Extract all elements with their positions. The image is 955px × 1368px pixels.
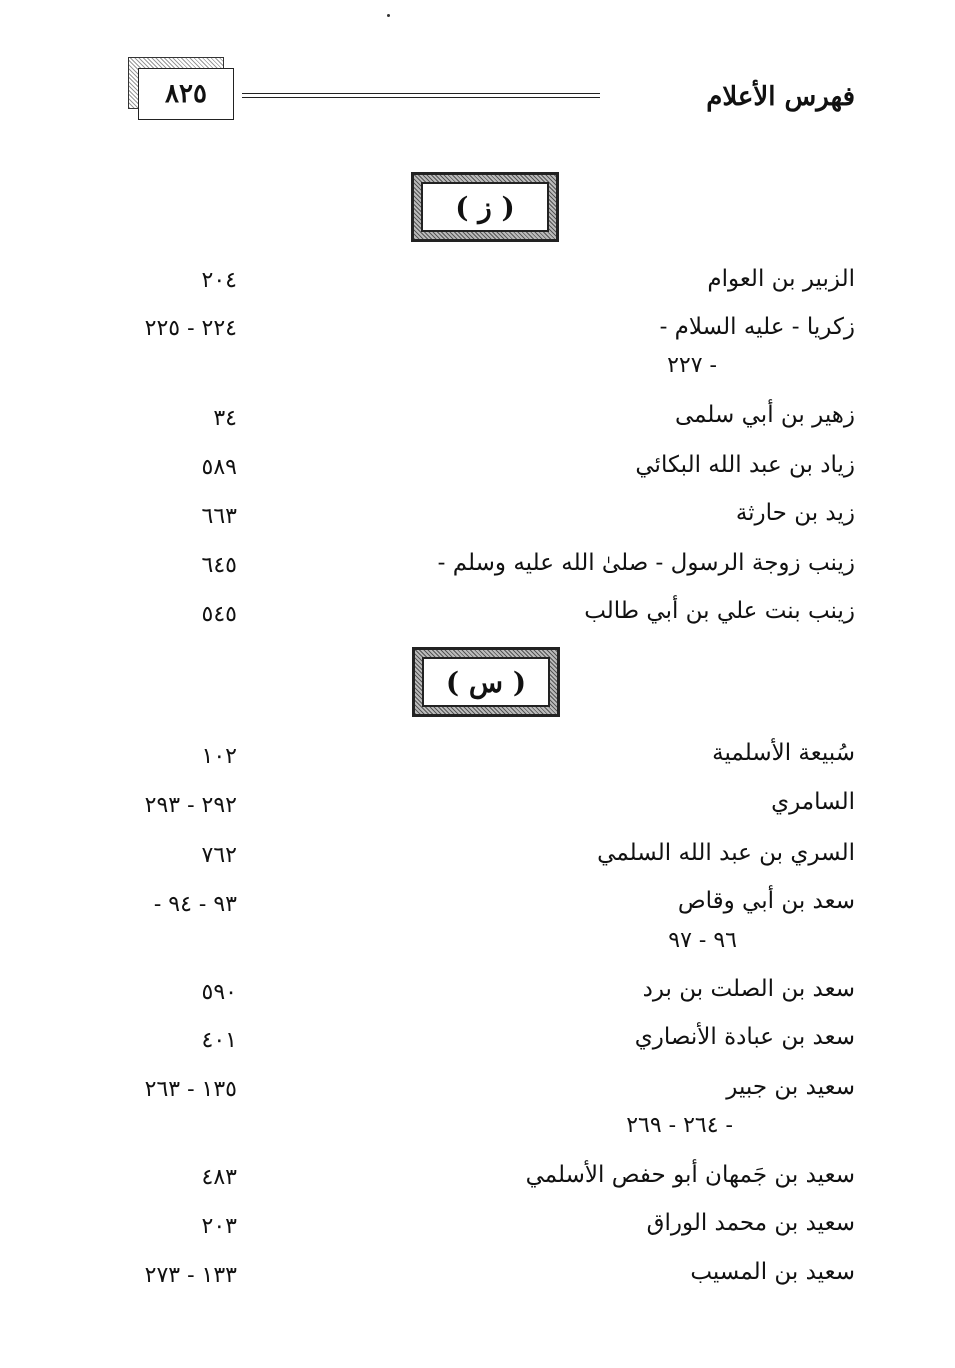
entry-pages: ٤٠١ [201,1028,237,1053]
entry-pages: ٢٢٤ - ٢٢٥ [144,316,237,341]
page-title: فهرس الأعلام [706,82,855,112]
entry-name: سعيد بن جبير [726,1074,855,1100]
entry-pages: ٧٦٢ [201,843,237,868]
entry-name: سعد بن أبي وقاص [677,888,855,914]
entry-pages: ٢٩٢ - ٢٩٣ [144,793,237,818]
entry-name: السامري [771,789,855,815]
entry-name: زياد بن عبد الله البكائي [635,452,855,478]
entry-pages: ١٣٥ - ٢٦٣ [144,1077,237,1102]
entry-name: سعد بن عبادة الأنصاري [634,1024,855,1050]
entry-pages-continuation: - ٢٦٤ - ٢٦٩ [626,1113,733,1138]
entry-pages: ٥٤٥ [201,602,237,627]
entry-name: زينب زوجة الرسول - صلىٰ الله عليه وسلم - [437,550,855,576]
section-letter: ( ز ) [421,182,549,232]
entry-pages-continuation: - ٢٢٧ [667,353,717,378]
entry-pages: ٢٠٤ [201,268,237,293]
section-heading-seen [412,647,560,717]
entry-pages: ٢٠٣ [201,1214,237,1239]
entry-name: سعيد بن جَمهان أبو حفص الأسلمي [525,1162,855,1188]
entry-pages: ٦٤٥ [201,553,237,578]
entry-name: زهير بن أبي سلمى [674,402,855,428]
entry-name: الزبير بن العوام [707,266,855,292]
entry-name: زينب بنت علي بن أبي طالب [584,598,855,624]
entry-name: سُبيعة الأسلمية [712,740,855,766]
entry-pages: ٤٨٣ [201,1165,237,1190]
section-letter: ( س ) [422,657,550,707]
entry-pages: ١٣٣ - ٢٧٣ [144,1263,237,1288]
entry-name: سعيد بن محمد الوراق [646,1210,855,1236]
entry-name: السري بن عبد الله السلمي [597,840,855,866]
header-rule [242,93,600,98]
entry-pages: ٣٤ [213,406,237,431]
entry-pages: ٥٨٩ [201,455,237,480]
stray-dot [387,14,390,17]
entry-pages-continuation: ٩٦ - ٩٧ [668,928,737,953]
entry-pages: ٦٦٣ [201,504,237,529]
entry-name: زكريا - عليه السلام - [659,314,855,340]
entry-pages: ٥٩٠ [201,980,237,1005]
entry-name: زيد بن حارثة [735,500,855,526]
page-number: ٨٢٥ [138,68,234,120]
entry-pages: ١٠٢ [201,744,237,769]
entry-name: سعيد بن المسيب [690,1259,855,1285]
entry-name: سعد بن الصلت بن برد [642,976,855,1002]
entry-pages: ٩٣ - ٩٤ - [153,892,237,917]
section-heading-zay [411,172,559,242]
